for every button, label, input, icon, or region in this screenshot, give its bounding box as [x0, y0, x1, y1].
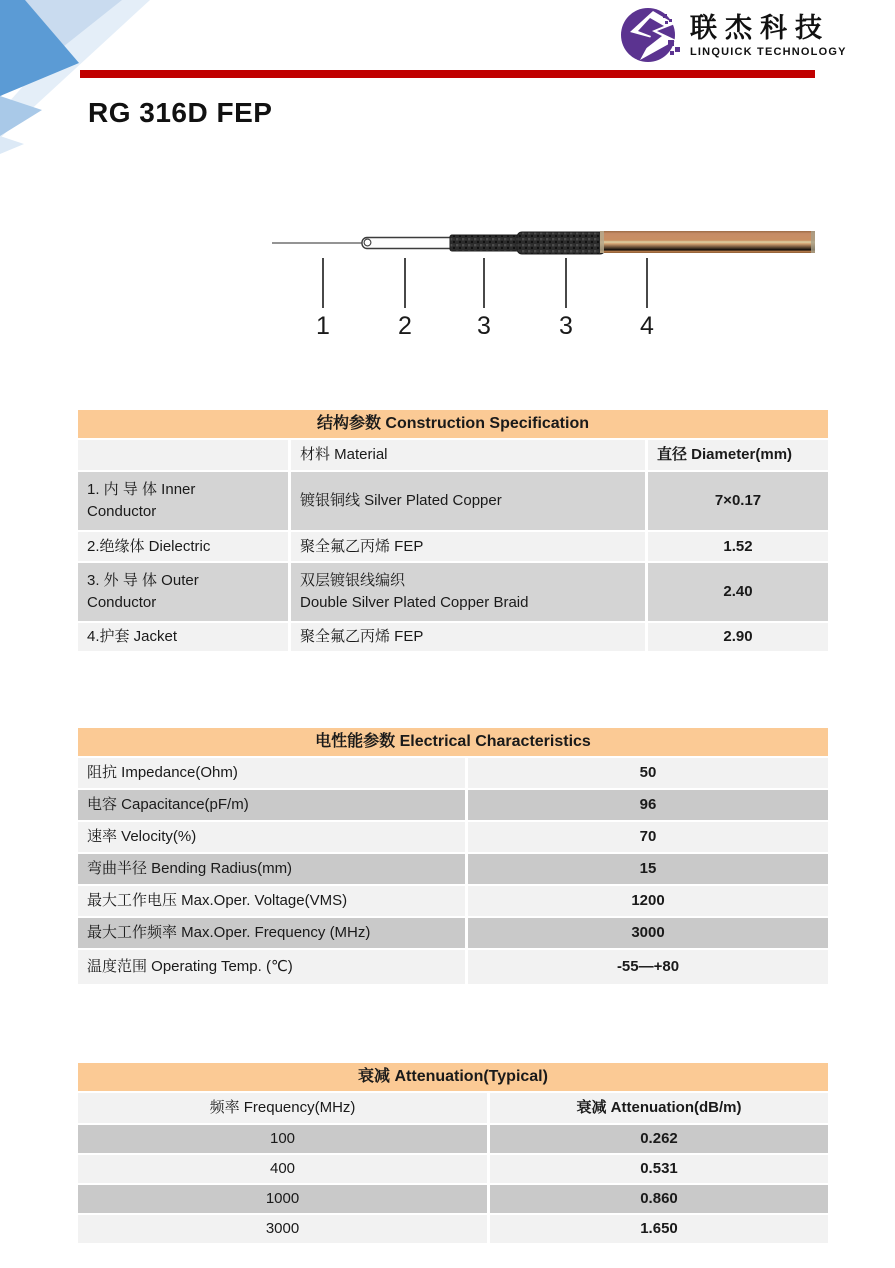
electrical-row-value: 96: [468, 790, 828, 820]
attenuation-colhead-frequency: 频率 Frequency(MHz): [78, 1093, 487, 1123]
construction-row-item: 4.护套 Jacket: [78, 623, 288, 651]
attenuation-colhead-attenuation: 衰减 Attenuation(dB/m): [490, 1093, 828, 1123]
diagram-label-2: 2: [398, 312, 412, 340]
construction-row-material: 聚全氟乙丙烯 FEP: [291, 623, 645, 651]
construction-colhead-blank: [78, 440, 288, 470]
construction-row-diameter: 2.40: [648, 563, 828, 621]
electrical-table-title: 电性能参数 Electrical Characteristics: [78, 728, 828, 756]
electrical-table: [78, 728, 828, 984]
electrical-row-label: 电容 Capacitance(pF/m): [78, 790, 465, 820]
attenuation-row-value: 1.650: [490, 1215, 828, 1243]
construction-table-title: 结构参数 Construction Specification: [78, 410, 828, 438]
brand-name-cn: 联杰科技: [690, 13, 830, 44]
electrical-row-value: 1200: [468, 886, 828, 916]
construction-row-diameter: 7×0.17: [648, 472, 828, 530]
electrical-row-label: 最大工作电压 Max.Oper. Voltage(VMS): [78, 886, 465, 916]
company-logo: [620, 4, 847, 66]
attenuation-row-frequency: 400: [78, 1155, 487, 1183]
diagram-label-4: 4: [640, 312, 654, 340]
construction-row-item: 1. 内 导 体 Inner Conductor: [78, 472, 288, 530]
electrical-row-value: -55—+80: [468, 950, 828, 984]
construction-colhead-material: 材料 Material: [291, 440, 645, 470]
construction-colhead-diameter: 直径 Diameter(mm): [648, 440, 828, 470]
electrical-row-label: 最大工作频率 Max.Oper. Frequency (MHz): [78, 918, 465, 948]
brand-name-en: LINQUICK TECHNOLOGY: [690, 45, 847, 58]
corner-decoration: [0, 0, 160, 160]
header-rule: [80, 70, 815, 78]
electrical-row-value: 15: [468, 854, 828, 884]
cable-diagram: [270, 220, 830, 345]
attenuation-row-value: 0.860: [490, 1185, 828, 1213]
electrical-row-label: 速率 Velocity(%): [78, 822, 465, 852]
electrical-row-value: 50: [468, 758, 828, 788]
attenuation-row-frequency: 1000: [78, 1185, 487, 1213]
construction-row-diameter: 2.90: [648, 623, 828, 651]
outer-braid-2: [517, 232, 605, 254]
electrical-row-label: 弯曲半径 Bending Radius(mm): [78, 854, 465, 884]
construction-row-diameter: 1.52: [648, 532, 828, 561]
construction-table: [78, 410, 828, 651]
diagram-label-3b: 3: [559, 312, 573, 340]
attenuation-table: [78, 1063, 828, 1243]
attenuation-row-value: 0.531: [490, 1155, 828, 1183]
electrical-row-label: 温度范围 Operating Temp. (℃): [78, 950, 465, 984]
construction-row-item: 2.绝缘体 Dielectric: [78, 532, 288, 561]
jacket: [600, 231, 815, 253]
attenuation-table-title: 衰减 Attenuation(Typical): [78, 1063, 828, 1091]
dielectric: [362, 238, 457, 249]
diagram-label-1: 1: [316, 312, 330, 340]
electrical-row-value: 3000: [468, 918, 828, 948]
outer-braid-1: [450, 235, 523, 251]
construction-row-material: 聚全氟乙丙烯 FEP: [291, 532, 645, 561]
logo-icon: [620, 4, 682, 66]
electrical-row-value: 70: [468, 822, 828, 852]
attenuation-row-value: 0.262: [490, 1125, 828, 1153]
leader-lines: [323, 258, 647, 308]
attenuation-row-frequency: 3000: [78, 1215, 487, 1243]
page-title: RG 316D FEP: [88, 97, 273, 128]
attenuation-row-frequency: 100: [78, 1125, 487, 1153]
diagram-label-3a: 3: [477, 312, 491, 340]
construction-row-item: 3. 外 导 体 Outer Conductor: [78, 563, 288, 621]
electrical-row-label: 阻抗 Impedance(Ohm): [78, 758, 465, 788]
construction-row-material: 镀银铜线 Silver Plated Copper: [291, 472, 645, 530]
construction-row-material: 双层镀银线编织 Double Silver Plated Copper Braid: [291, 563, 645, 621]
